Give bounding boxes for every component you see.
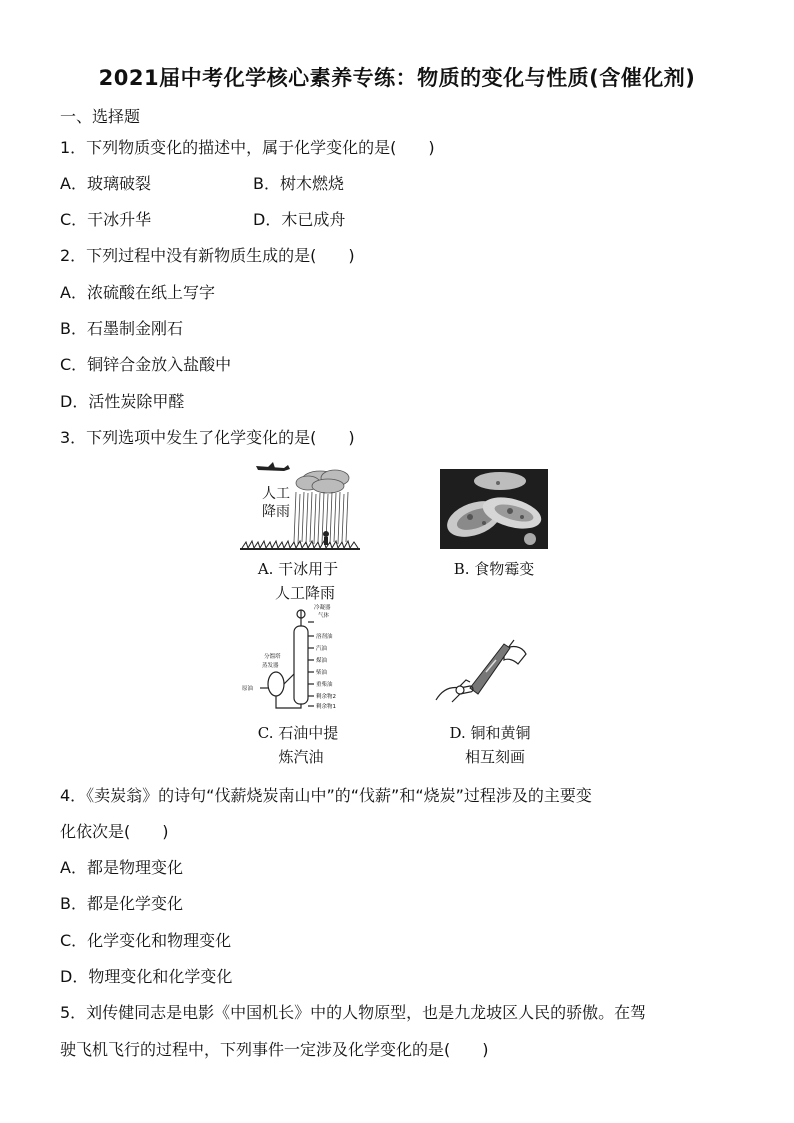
q4-option-a: A．都是物理变化 — [60, 858, 183, 877]
q5-stem-line2: 驶飞机飞行的过程中，下列事件一定涉及化学变化的是( ) — [60, 1040, 489, 1059]
q3-stem: 3．下列选项中发生了化学变化的是( ) — [60, 428, 355, 447]
fig-c-label-condenser: 冷凝器 — [314, 605, 331, 611]
fig-a-caption-line2: 人工降雨 — [274, 584, 335, 602]
fig-c-caption — [230, 721, 366, 769]
q2-stem: 2．下列过程中没有新物质生成的是( ) — [60, 246, 355, 265]
fig-a-caption-line1: A. 干冰用于 — [257, 560, 339, 578]
fig-c-label-gasoline: 汽油 — [316, 646, 328, 652]
rain-icon — [294, 492, 348, 544]
figure-a-artificial-rain — [240, 462, 360, 552]
q4-stem-line2: 化依次是( ) — [60, 822, 169, 841]
q2-option-d: D．活性炭除甲醛 — [60, 392, 185, 411]
fig-a-inset-line1: 人工 — [262, 486, 290, 502]
cloud-icon — [296, 470, 349, 493]
q2-option-c: C．铜锌合金放入盐酸中 — [60, 355, 232, 374]
figure-d-copper-brass — [430, 630, 530, 710]
fig-c-label-residue-1: 剩余物1 — [316, 704, 336, 710]
fig-c-label-crude-oil: 原油 — [242, 686, 254, 692]
fig-c-label-tower: 分馏塔 — [264, 654, 281, 660]
fig-d-caption-line2: 相互刻画 — [464, 748, 525, 766]
q4-stem-line1: 4．《卖炭翁》的诗句“伐薪烧炭南山中”的“伐薪”和“烧炭”过程涉及的主要变 — [60, 786, 592, 805]
person-icon — [323, 531, 329, 545]
q5-stem-line1: 5．刘传健同志是电影《中国机长》中的人物原型，也是九龙坡区人民的骄傲。在驾 — [60, 1003, 647, 1022]
fig-c-label-evaporator: 蒸发器 — [262, 663, 279, 669]
grass-icon — [240, 541, 360, 549]
figure-c-fractionation-tower — [238, 604, 354, 716]
section-heading: 一、选择题 — [60, 107, 141, 126]
fig-c-caption-line2: 炼汽油 — [278, 748, 324, 766]
q1-option-c: C．干冰升华 — [60, 210, 152, 229]
fig-c-label-diesel: 柴油 — [316, 670, 328, 676]
fig-c-label-solvent-oil: 溶剂油 — [316, 634, 333, 640]
airplane-icon — [256, 462, 290, 471]
q2-option-a: A．浓硫酸在纸上写字 — [60, 283, 215, 302]
q4-option-d: D．物理变化和化学变化 — [60, 967, 233, 986]
fig-c-label-heavy-diesel: 重柴油 — [316, 682, 333, 688]
q4-option-c: C．化学变化和物理变化 — [60, 931, 232, 950]
q1-option-b: B．树木燃烧 — [253, 174, 344, 193]
metal-sheet-icon — [470, 644, 510, 694]
q1-option-d: D．木已成舟 — [253, 210, 346, 229]
fig-c-label-kerosene: 煤油 — [316, 658, 328, 664]
q1-stem: 1．下列物质变化的描述中，属于化学变化的是( ) — [60, 138, 435, 157]
fig-d-caption-line1: D. 铜和黄铜 — [449, 724, 531, 742]
figure-b-moldy-food — [440, 469, 548, 549]
fig-c-label-gas: 气体 — [318, 613, 330, 619]
fig-d-caption — [422, 721, 558, 769]
hand-left-icon — [436, 680, 473, 702]
fig-a-caption — [230, 557, 366, 605]
q1-option-a: A．玻璃破裂 — [60, 174, 151, 193]
q2-option-b: B．石墨制金刚石 — [60, 319, 183, 338]
q4-option-b: B．都是化学变化 — [60, 894, 183, 913]
fig-a-inset-line2: 降雨 — [262, 504, 290, 520]
page-title: 2021届中考化学核心素养专练：物质的变化与性质(含催化剂) — [98, 66, 696, 90]
fig-b-caption: B. 食物霉变 — [453, 560, 535, 578]
fig-c-label-residue-2: 剩余物2 — [316, 694, 336, 700]
fig-c-caption-line1: C. 石油中提 — [257, 724, 339, 742]
